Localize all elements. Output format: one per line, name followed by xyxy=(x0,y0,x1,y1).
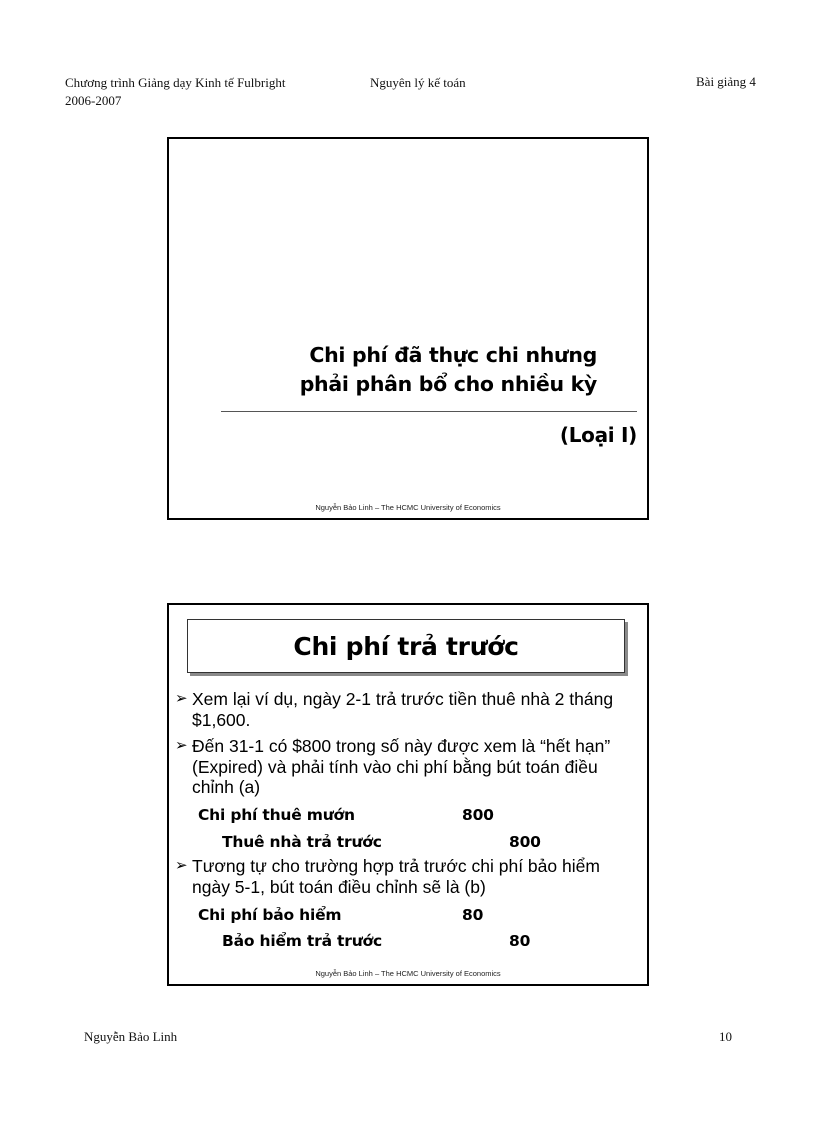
header-lecture: Bài giảng 4 xyxy=(696,74,756,89)
entry-a-credit-account: Thuê nhà trả trước xyxy=(222,833,382,851)
header-course-name: Chương trình Giảng dạy Kinh tế Fulbright xyxy=(65,75,286,90)
slide-2-bullet-2-text: Đến 31-1 có $800 trong số này được xem là “hết hạn” (Expired) và phải tính vào chi phí bằng bút toán điều chỉnh (a) xyxy=(192,736,611,797)
header-year: 2006-2007 xyxy=(65,93,122,108)
entry-b-credit-amount: 80 xyxy=(509,932,531,950)
slide-1 xyxy=(167,137,649,520)
slide-2-footer: Nguyễn Bảo Linh – The HCMC University of Economics xyxy=(315,969,501,978)
entry-a-debit-account: Chi phí thuê mướn xyxy=(198,806,355,824)
entry-a-credit-amount: 800 xyxy=(509,833,541,851)
arrow-bullet-icon: ➢ xyxy=(175,857,188,874)
slide-2-bullet-1-text: Xem lại ví dụ, ngày 2-1 trả trước tiền thuê nhà 2 tháng $1,600. xyxy=(192,689,614,730)
slide-1-title-line-2: phải phân bổ cho nhiều kỳ xyxy=(299,372,597,396)
entry-b-debit-amount: 80 xyxy=(462,906,484,924)
slide-2-bullet-3-text: Tương tự cho trường hợp trả trước chi phí bảo hiểm ngày 5-1, bút toán điều chỉnh sẽ là (b) xyxy=(192,856,600,897)
slide-1-title-line-1: Chi phí đã thực chi nhưng xyxy=(309,343,597,367)
header-subject: Nguyên lý kế toán xyxy=(370,75,466,90)
slide-1-subtitle: (Loại I) xyxy=(559,423,637,447)
entry-b-debit-account: Chi phí bảo hiểm xyxy=(198,906,342,924)
footer-page-number: 10 xyxy=(719,1029,732,1044)
slide-1-divider xyxy=(221,411,637,412)
entry-b-credit-account: Bảo hiểm trả trước xyxy=(222,932,382,950)
arrow-bullet-icon: ➢ xyxy=(175,690,188,707)
slide-2-title: Chi phí trả trước xyxy=(187,619,625,673)
slide-2-bullet-2 xyxy=(175,736,635,798)
slide-2 xyxy=(167,603,649,986)
footer-author: Nguyễn Bảo Linh xyxy=(84,1029,178,1044)
slide-2-bullet-1 xyxy=(175,689,635,730)
slide-2-bullet-3 xyxy=(175,856,635,897)
slide-1-footer: Nguyễn Bảo Linh – The HCMC University of Economics xyxy=(315,503,501,512)
arrow-bullet-icon: ➢ xyxy=(175,737,188,754)
slide-1-title xyxy=(300,341,597,399)
entry-a-debit-amount: 800 xyxy=(462,806,494,824)
